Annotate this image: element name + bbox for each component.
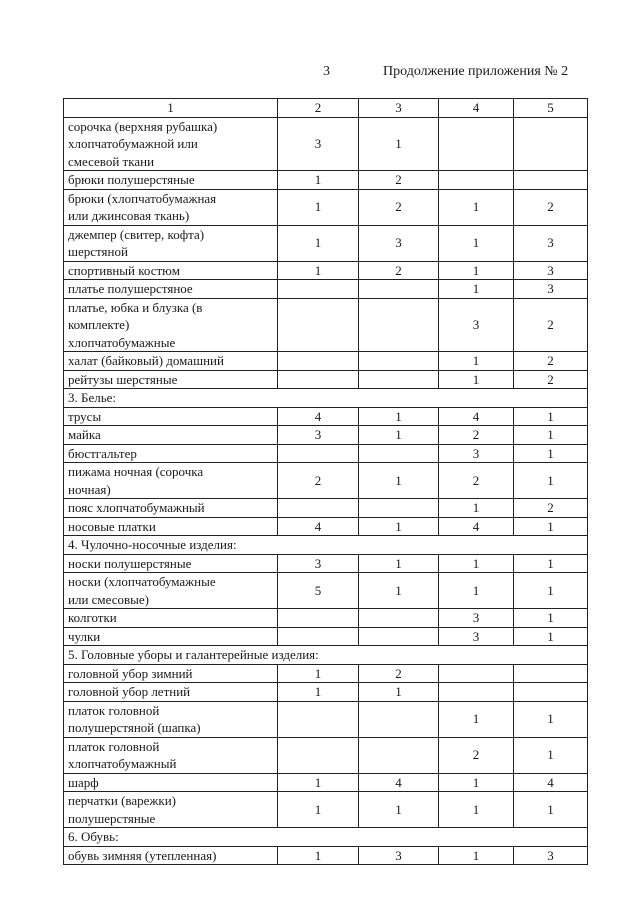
value-cell: 2 bbox=[439, 737, 514, 773]
value-cell bbox=[359, 701, 439, 737]
section-heading: 4. Чулочно-носочные изделия: bbox=[64, 536, 588, 555]
item-name-cell: чулки bbox=[64, 627, 278, 646]
column-number: 1 bbox=[64, 99, 278, 118]
item-name-cell: брюки полушерстяные bbox=[64, 171, 278, 190]
value-cell bbox=[359, 280, 439, 299]
value-cell bbox=[439, 664, 514, 683]
value-cell: 1 bbox=[439, 773, 514, 792]
page-number: 3 bbox=[323, 64, 330, 79]
value-cell: 1 bbox=[439, 499, 514, 518]
table-row bbox=[64, 627, 588, 646]
item-name-cell: бюстгальтер bbox=[64, 444, 278, 463]
section-heading-row bbox=[64, 828, 588, 847]
value-cell: 3 bbox=[514, 225, 588, 261]
column-number: 4 bbox=[439, 99, 514, 118]
table-row bbox=[64, 664, 588, 683]
value-cell: 2 bbox=[514, 352, 588, 371]
value-cell: 1 bbox=[439, 280, 514, 299]
value-cell: 3 bbox=[278, 117, 359, 171]
value-cell: 2 bbox=[514, 298, 588, 352]
value-cell: 1 bbox=[439, 225, 514, 261]
page-header bbox=[0, 64, 640, 84]
value-cell: 2 bbox=[359, 664, 439, 683]
table-row bbox=[64, 280, 588, 299]
value-cell: 1 bbox=[359, 554, 439, 573]
value-cell bbox=[278, 499, 359, 518]
table-row bbox=[64, 352, 588, 371]
value-cell bbox=[278, 352, 359, 371]
item-name-cell: спортивный костюм bbox=[64, 261, 278, 280]
value-cell bbox=[439, 683, 514, 702]
value-cell: 1 bbox=[439, 189, 514, 225]
value-cell: 2 bbox=[359, 261, 439, 280]
item-name-cell: головной убор зимний bbox=[64, 664, 278, 683]
value-cell: 1 bbox=[514, 792, 588, 828]
value-cell: 1 bbox=[439, 846, 514, 865]
value-cell: 4 bbox=[514, 773, 588, 792]
item-name-cell: платок головной хлопчатобумажный bbox=[64, 737, 278, 773]
item-name-cell: сорочка (верхняя рубашка) хлопчатобумажной или смесевой ткани bbox=[64, 117, 278, 171]
value-cell: 4 bbox=[359, 773, 439, 792]
section-heading: 5. Головные уборы и галантерейные изделия: bbox=[64, 646, 588, 665]
value-cell: 1 bbox=[514, 609, 588, 628]
value-cell: 3 bbox=[439, 627, 514, 646]
value-cell: 2 bbox=[514, 370, 588, 389]
value-cell: 4 bbox=[439, 407, 514, 426]
value-cell: 1 bbox=[278, 846, 359, 865]
column-number: 5 bbox=[514, 99, 588, 118]
value-cell: 1 bbox=[439, 370, 514, 389]
column-number-row bbox=[64, 99, 588, 118]
value-cell: 1 bbox=[514, 554, 588, 573]
value-cell: 2 bbox=[359, 171, 439, 190]
item-name-cell: рейтузы шерстяные bbox=[64, 370, 278, 389]
item-name-cell: джемпер (свитер, кофта) шерстяной bbox=[64, 225, 278, 261]
value-cell bbox=[359, 737, 439, 773]
value-cell: 1 bbox=[514, 444, 588, 463]
value-cell: 3 bbox=[359, 225, 439, 261]
value-cell bbox=[359, 609, 439, 628]
value-cell: 1 bbox=[359, 426, 439, 445]
value-cell: 1 bbox=[278, 261, 359, 280]
value-cell: 3 bbox=[439, 444, 514, 463]
item-name-cell: халат (байковый) домашний bbox=[64, 352, 278, 371]
value-cell: 5 bbox=[278, 573, 359, 609]
value-cell: 3 bbox=[278, 554, 359, 573]
value-cell bbox=[278, 609, 359, 628]
item-name-cell: брюки (хлопчатобумажная или джинсовая ткань) bbox=[64, 189, 278, 225]
item-name-cell: платье, юбка и блузка (в комплекте) хлопчатобумажные bbox=[64, 298, 278, 352]
value-cell: 1 bbox=[359, 573, 439, 609]
value-cell bbox=[359, 627, 439, 646]
value-cell bbox=[278, 701, 359, 737]
table-row bbox=[64, 773, 588, 792]
item-name-cell: пояс хлопчатобумажный bbox=[64, 499, 278, 518]
value-cell: 1 bbox=[514, 426, 588, 445]
table-row bbox=[64, 117, 588, 171]
value-cell: 4 bbox=[278, 407, 359, 426]
table-row bbox=[64, 463, 588, 499]
value-cell: 1 bbox=[514, 737, 588, 773]
value-cell bbox=[359, 370, 439, 389]
value-cell bbox=[278, 737, 359, 773]
value-cell bbox=[514, 117, 588, 171]
value-cell: 1 bbox=[278, 171, 359, 190]
value-cell bbox=[278, 298, 359, 352]
value-cell bbox=[439, 117, 514, 171]
value-cell bbox=[359, 499, 439, 518]
item-name-cell: платок головной полушерстяной (шапка) bbox=[64, 701, 278, 737]
table-row bbox=[64, 225, 588, 261]
value-cell: 1 bbox=[514, 701, 588, 737]
item-name-cell: носки (хлопчатобумажные или смесовые) bbox=[64, 573, 278, 609]
value-cell: 4 bbox=[439, 517, 514, 536]
value-cell bbox=[278, 444, 359, 463]
value-cell bbox=[359, 444, 439, 463]
value-cell: 1 bbox=[359, 407, 439, 426]
section-heading-row bbox=[64, 536, 588, 555]
value-cell: 1 bbox=[514, 407, 588, 426]
value-cell bbox=[278, 627, 359, 646]
table-row bbox=[64, 171, 588, 190]
value-cell: 1 bbox=[514, 573, 588, 609]
value-cell: 1 bbox=[278, 773, 359, 792]
value-cell bbox=[278, 280, 359, 299]
value-cell: 3 bbox=[514, 261, 588, 280]
value-cell: 1 bbox=[359, 117, 439, 171]
value-cell: 1 bbox=[359, 792, 439, 828]
item-name-cell: пижама ночная (сорочка ночная) bbox=[64, 463, 278, 499]
norms-table bbox=[63, 98, 588, 865]
value-cell: 1 bbox=[278, 792, 359, 828]
value-cell: 1 bbox=[278, 683, 359, 702]
value-cell: 1 bbox=[359, 683, 439, 702]
value-cell: 3 bbox=[439, 298, 514, 352]
value-cell: 1 bbox=[439, 554, 514, 573]
table-row bbox=[64, 683, 588, 702]
column-number: 2 bbox=[278, 99, 359, 118]
section-heading-row bbox=[64, 646, 588, 665]
value-cell: 3 bbox=[359, 846, 439, 865]
item-name-cell: майка bbox=[64, 426, 278, 445]
table-row bbox=[64, 298, 588, 352]
value-cell: 1 bbox=[278, 225, 359, 261]
table-row bbox=[64, 407, 588, 426]
item-name-cell: колготки bbox=[64, 609, 278, 628]
table-row bbox=[64, 370, 588, 389]
column-number: 3 bbox=[359, 99, 439, 118]
value-cell: 2 bbox=[359, 189, 439, 225]
value-cell bbox=[359, 352, 439, 371]
item-name-cell: носки полушерстяные bbox=[64, 554, 278, 573]
table-row bbox=[64, 189, 588, 225]
value-cell: 1 bbox=[514, 627, 588, 646]
value-cell bbox=[514, 664, 588, 683]
value-cell: 1 bbox=[439, 792, 514, 828]
value-cell: 2 bbox=[514, 499, 588, 518]
value-cell: 3 bbox=[514, 846, 588, 865]
value-cell: 1 bbox=[514, 463, 588, 499]
value-cell bbox=[278, 370, 359, 389]
value-cell: 1 bbox=[514, 517, 588, 536]
table-row bbox=[64, 609, 588, 628]
table-row bbox=[64, 261, 588, 280]
value-cell: 1 bbox=[439, 573, 514, 609]
value-cell: 2 bbox=[439, 426, 514, 445]
table-row bbox=[64, 573, 588, 609]
value-cell: 4 bbox=[278, 517, 359, 536]
value-cell: 2 bbox=[278, 463, 359, 499]
table-row bbox=[64, 426, 588, 445]
item-name-cell: шарф bbox=[64, 773, 278, 792]
value-cell bbox=[439, 171, 514, 190]
table-row bbox=[64, 792, 588, 828]
value-cell: 1 bbox=[278, 664, 359, 683]
item-name-cell: головной убор летний bbox=[64, 683, 278, 702]
section-heading: 6. Обувь: bbox=[64, 828, 588, 847]
table-row bbox=[64, 554, 588, 573]
appendix-continuation-title: Продолжение приложения № 2 bbox=[383, 64, 569, 79]
value-cell: 3 bbox=[514, 280, 588, 299]
item-name-cell: обувь зимняя (утепленная) bbox=[64, 846, 278, 865]
table-row bbox=[64, 737, 588, 773]
item-name-cell: трусы bbox=[64, 407, 278, 426]
item-name-cell: носовые платки bbox=[64, 517, 278, 536]
value-cell: 1 bbox=[439, 352, 514, 371]
value-cell bbox=[359, 298, 439, 352]
section-heading-row bbox=[64, 389, 588, 408]
value-cell: 2 bbox=[514, 189, 588, 225]
table-row bbox=[64, 517, 588, 536]
table-row bbox=[64, 701, 588, 737]
table-row bbox=[64, 444, 588, 463]
value-cell bbox=[514, 683, 588, 702]
table-row bbox=[64, 846, 588, 865]
table-row bbox=[64, 499, 588, 518]
value-cell: 1 bbox=[439, 261, 514, 280]
value-cell: 1 bbox=[439, 701, 514, 737]
value-cell: 3 bbox=[278, 426, 359, 445]
value-cell: 2 bbox=[439, 463, 514, 499]
value-cell: 3 bbox=[439, 609, 514, 628]
value-cell bbox=[514, 171, 588, 190]
item-name-cell: платье полушерстяное bbox=[64, 280, 278, 299]
value-cell: 1 bbox=[359, 463, 439, 499]
value-cell: 1 bbox=[278, 189, 359, 225]
item-name-cell: перчатки (варежки) полушерстяные bbox=[64, 792, 278, 828]
section-heading: 3. Белье: bbox=[64, 389, 588, 408]
value-cell: 1 bbox=[359, 517, 439, 536]
